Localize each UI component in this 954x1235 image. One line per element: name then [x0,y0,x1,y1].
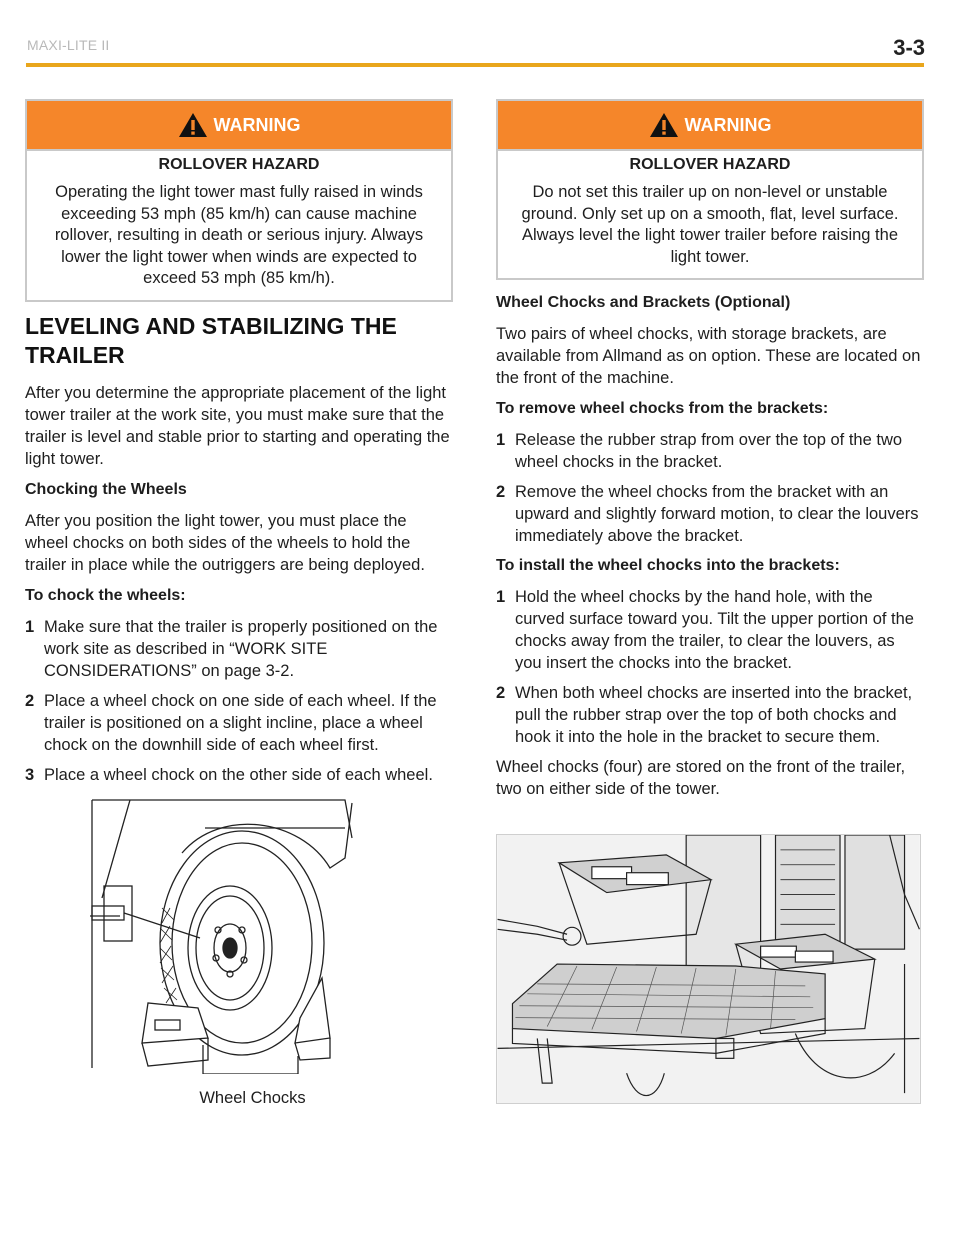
warning-title: ROLLOVER HAZARD [158,156,320,173]
warning-header [27,101,451,151]
chock-step [25,690,453,756]
step-number: 1 [496,431,506,449]
warning-title: ROLLOVER HAZARD [629,156,791,173]
step-text: Hold the wheel chocks by the hand hole, with the curved surface toward you. Tilt the upper portion of the chocks away from the trailer, to clear the louvers, as you insert the chocks into the bracket. [515,588,914,672]
step-text: Remove the wheel chocks from the bracket with an upward and slightly forward motion, to clear the louvers immediately above the bracket. [515,483,919,545]
step-text: When both wheel chocks are inserted into the bracket, pull the rubber strap over the top of both chocks and hook it into the hole in the bracket to secure them. [515,684,913,746]
step-text: Release the rubber strap from over the top of the two wheel chocks in the bracket. [515,431,903,471]
remove-step [496,429,924,473]
install-step [496,586,924,674]
step-text: Make sure that the trailer is properly positioned on the work site as described in “WORK SITE CONSIDERATIONS” on page 3-2. [44,617,438,680]
warning-header [498,101,922,151]
storage-note: Wheel chocks (four) are stored on the front of the trailer, two on either side of the tower. [496,758,906,798]
right-column [496,99,924,809]
chock-brackets-illustration [496,834,921,1104]
step-number: 2 [25,691,35,710]
step-number: 3 [25,765,35,784]
chocking-paragraph: After you position the light tower, you must place the wheel chocks on both sides of the wheels to hold the trailer in place while the outriggers are being deployed. [25,511,425,574]
chock-step [25,764,453,786]
to-chock-heading: To chock the wheels: [25,586,186,604]
warning-box-wind [25,99,453,302]
wheel-chocks-illustration [90,798,355,1074]
left-column [25,99,453,794]
intro-paragraph: After you determine the appropriate placement of the light tower trailer at the work site, you must make sure that the trailer is level and stable prior to starting and operating the light tower. [25,383,450,468]
step-text: Place a wheel chock on the other side of each wheel. [44,765,433,784]
header-rule [26,63,924,67]
warning-label: WARNING [213,114,301,135]
warning-text: Do not set this trailer up on non-level or unstable ground. Only set up on a smooth, flat, level surface. Always level the light tower trailer before raising the light tower. [521,183,899,266]
manual-name: MAXI-LITE II [27,37,110,53]
warning-text: Operating the light tower mast fully raised in winds exceeding 53 mph (85 km/h) can cause machine rollover, resulting in death or serious injury. Always lower the light tower when winds are expected to exceed 53 mph (85 km/h). [54,183,424,287]
remove-heading: To remove wheel chocks from the brackets: [496,400,829,417]
step-text: Place a wheel chock on one side of each wheel. If the trailer is positioned on a slight incline, place a wheel chock on the downhill side of each wheel first. [44,691,437,754]
chock-step [25,616,453,682]
section-heading: LEVELING AND STABILIZING THE TRAILER [25,312,397,368]
chocking-heading: Chocking the Wheels [25,480,187,498]
step-number: 2 [496,684,506,702]
brackets-heading: Wheel Chocks and Brackets (Optional) [496,294,791,311]
step-number: 1 [25,617,35,636]
warning-triangle-icon [649,112,679,138]
warning-box-ground [496,99,924,280]
install-step [496,682,924,748]
figure-caption: Wheel Chocks [199,1089,306,1107]
remove-step [496,481,924,547]
brackets-paragraph: Two pairs of wheel chocks, with storage brackets, are available from Allmand as on option. These are located on the front of the machine. [496,325,921,387]
warning-label: WARNING [684,114,772,135]
step-number: 1 [496,588,506,606]
warning-triangle-icon [178,112,208,138]
step-number: 2 [496,483,506,501]
page-number: 3-3 [893,35,925,60]
install-heading: To install the wheel chocks into the brackets: [496,557,840,574]
